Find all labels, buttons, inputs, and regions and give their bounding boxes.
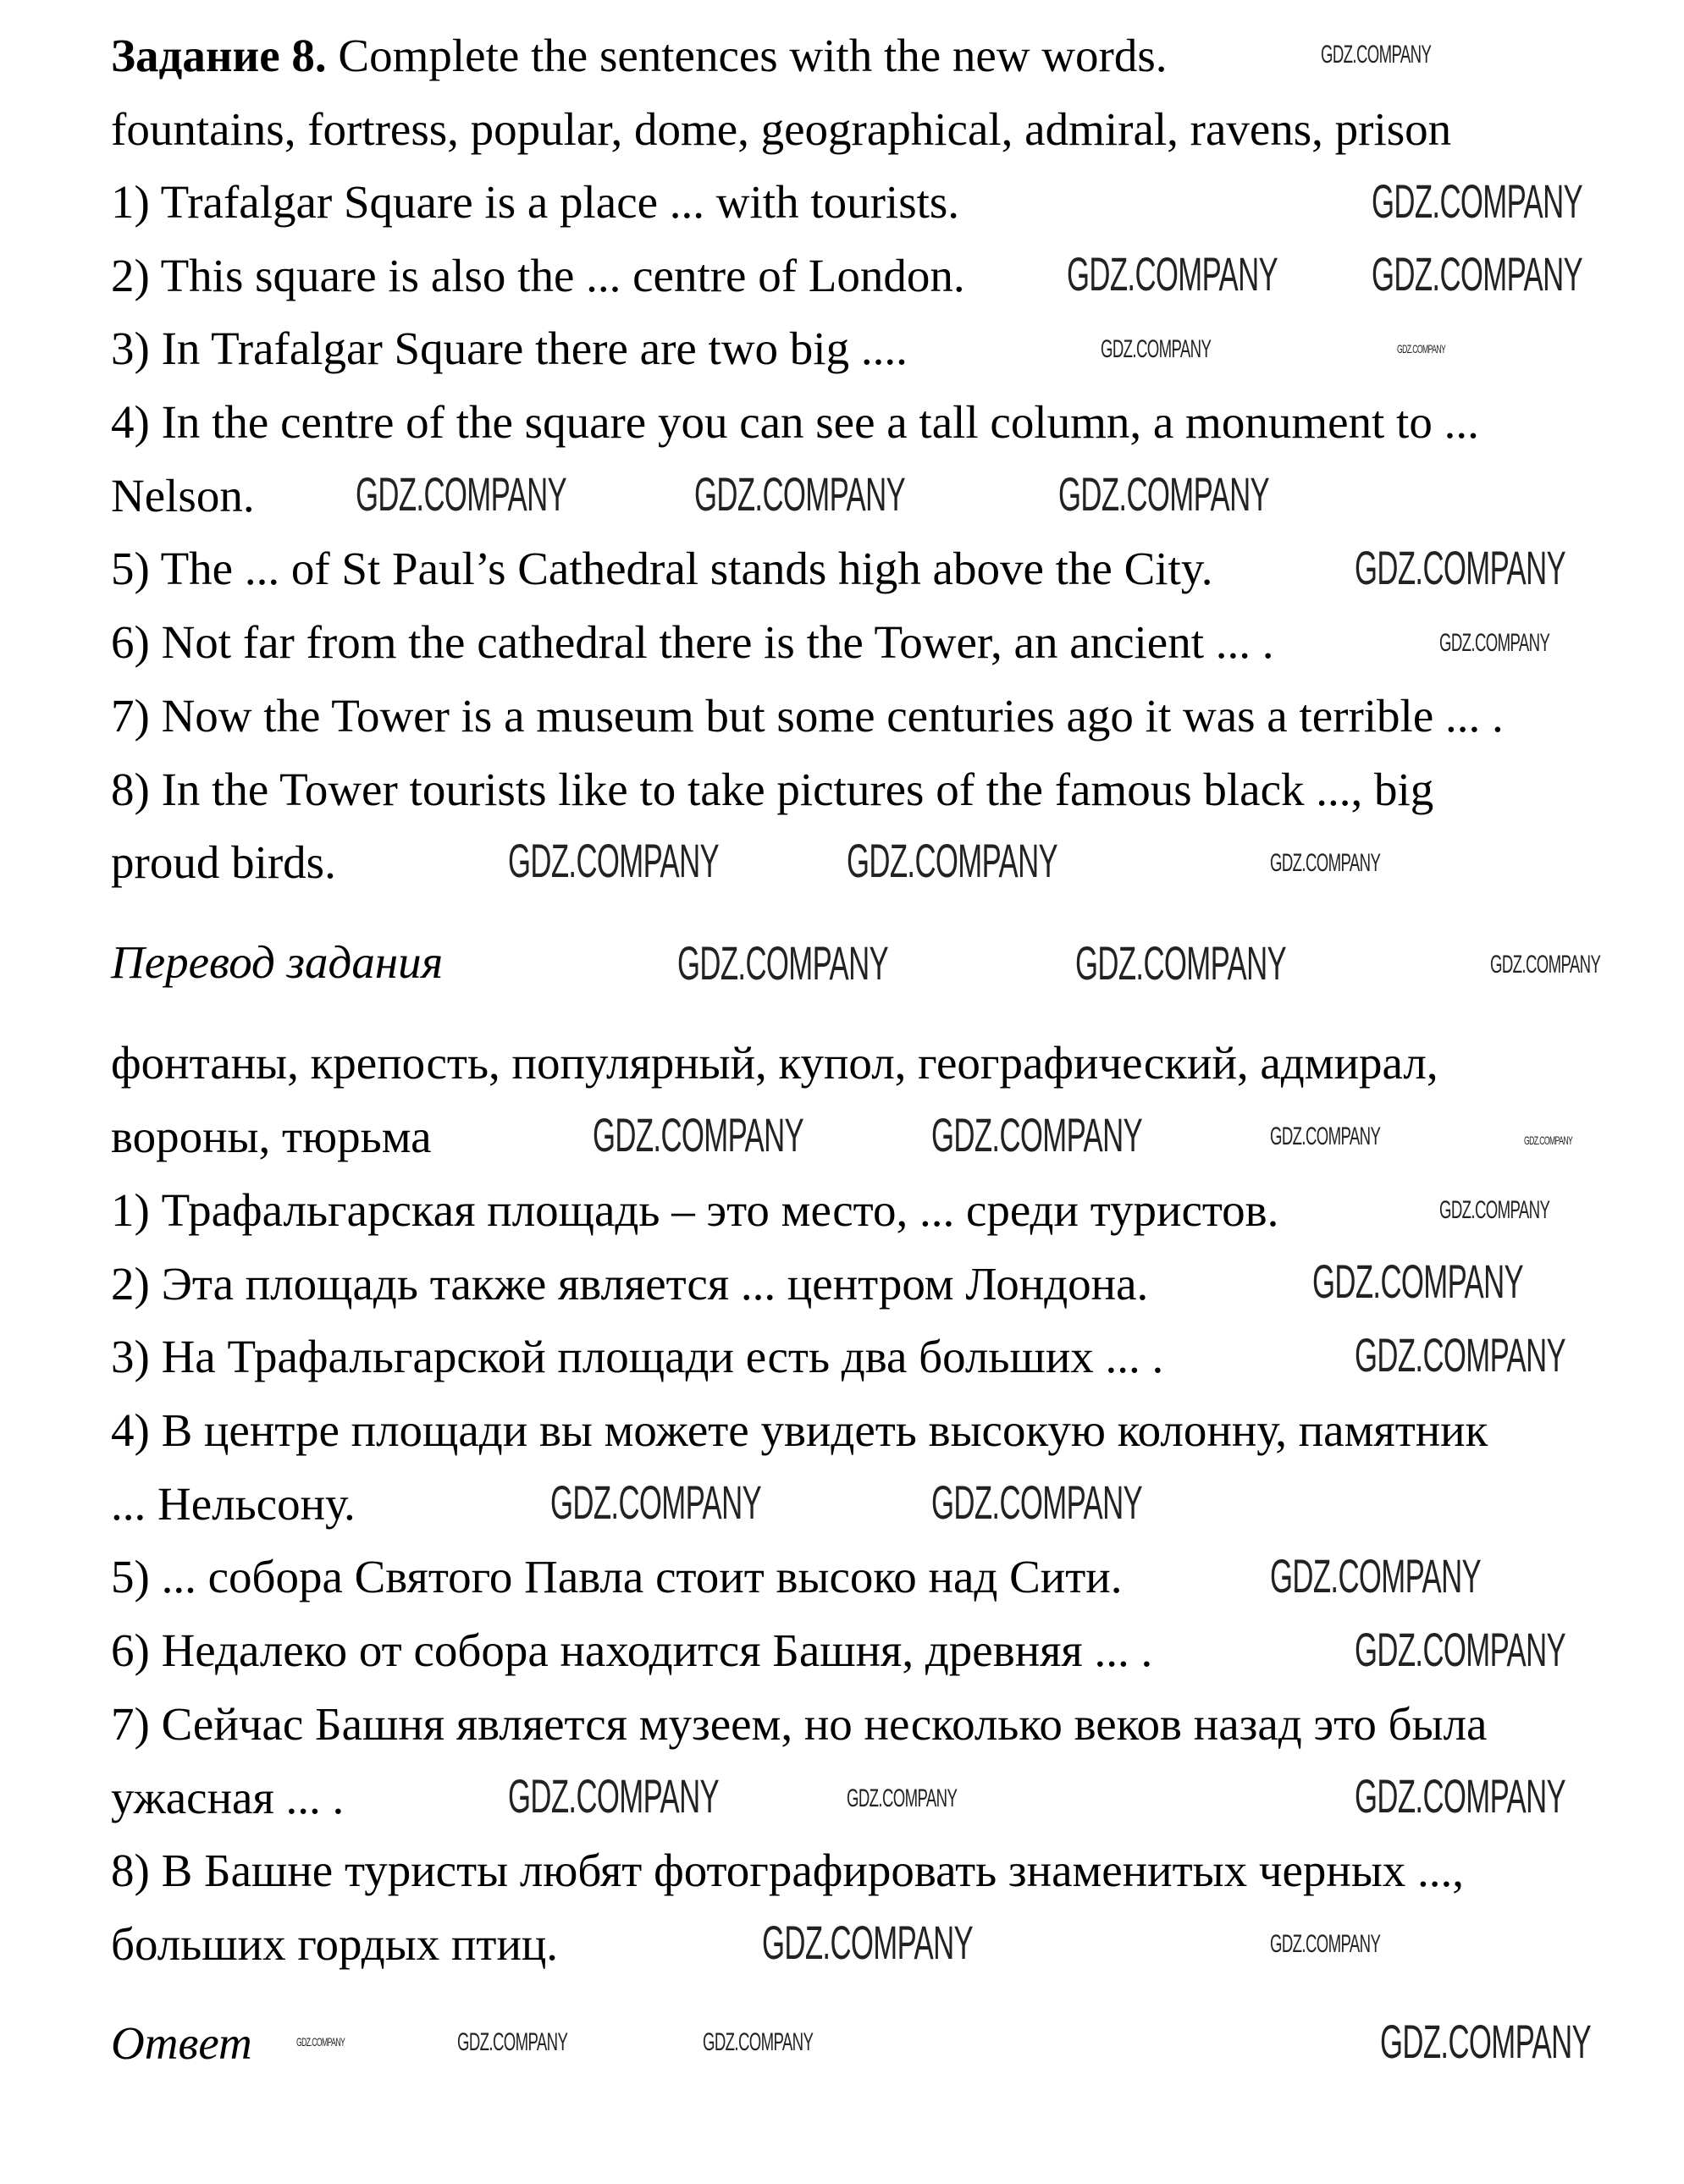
watermark: GDZ.COMPANY <box>703 2028 814 2056</box>
sentence-line: proud birds. <box>111 836 336 888</box>
watermark: GDZ.COMPANY <box>1058 467 1270 521</box>
watermark: GDZ.COMPANY <box>847 1784 958 1812</box>
watermark: GDZ.COMPANY <box>931 1108 1143 1161</box>
watermark: GDZ.COMPANY <box>677 936 889 990</box>
sentence-line: 4) In the centre of the square you can see a tall column, a monument to ... <box>111 396 1479 448</box>
task-header <box>111 29 1167 83</box>
watermark: GDZ.COMPANY <box>356 467 567 521</box>
sentence-line: 3) In Trafalgar Square there are two big .... <box>111 323 908 374</box>
word-list: fountains, fortress, popular, dome, geographical, admiral, ravens, prison <box>111 103 1452 155</box>
watermark: GDZ.COMPANY <box>1490 951 1601 979</box>
watermark: GDZ.COMPANY <box>457 2028 568 2056</box>
watermark: GDZ.COMPANY <box>1355 541 1566 594</box>
watermark: GDZ.COMPANY <box>508 1769 720 1823</box>
sentence-line: 6) Not far from the cathedral there is the Tower, an ancient ... . <box>111 616 1274 668</box>
watermark: GDZ.COMPANY <box>1312 1255 1524 1308</box>
watermark: GDZ.COMPANY <box>762 1916 974 1969</box>
watermark: GDZ.COMPANY <box>508 834 720 887</box>
watermark: GDZ.COMPANY <box>1270 1549 1482 1602</box>
watermark: GDZ.COMPANY <box>931 1475 1143 1529</box>
watermark: GDZ.COMPANY <box>1355 1769 1566 1823</box>
translation-line: 3) На Трафальгарской площади есть два больших ... . <box>111 1331 1164 1382</box>
watermark: GDZ.COMPANY <box>694 467 906 521</box>
watermark: GDZ.COMPANY <box>550 1475 762 1529</box>
answer-heading: Ответ <box>111 2017 252 2069</box>
sentence-line: 1) Trafalgar Square is a place ... with tourists. <box>111 176 960 228</box>
watermark: GDZ.COMPANY <box>1270 1122 1381 1150</box>
translation-heading: Перевод задания <box>111 936 444 988</box>
translation-line: 7) Сейчас Башня является музеем, но несколько веков назад это была <box>111 1698 1488 1750</box>
translation-line: ... Нельсону. <box>111 1478 356 1530</box>
sentence-line: 2) This square is also the ... centre of London. <box>111 250 965 301</box>
watermark: GDZ.COMPANY <box>296 2035 345 2049</box>
watermark: GDZ.COMPANY <box>1439 629 1550 657</box>
translation-line: фонтаны, крепость, популярный, купол, географический, адмирал, <box>111 1037 1438 1089</box>
translation-line: 2) Эта площадь также является ... центром Лондона. <box>111 1258 1149 1310</box>
translation-line: ужасная ... . <box>111 1772 345 1823</box>
watermark: GDZ.COMPANY <box>1372 247 1583 301</box>
watermark: GDZ.COMPANY <box>1270 849 1381 877</box>
watermark: GDZ.COMPANY <box>593 1108 804 1161</box>
sentence-line: 8) In the Tower tourists like to take pictures of the famous black ..., big <box>111 764 1434 815</box>
watermark: GDZ.COMPANY <box>1075 936 1287 990</box>
translation-line: вороны, тюрьма <box>111 1111 432 1162</box>
task-number: Задание 8. <box>111 30 327 81</box>
translation-line: 6) Недалеко от собора находится Башня, древняя ... . <box>111 1624 1153 1676</box>
watermark: GDZ.COMPANY <box>1355 1328 1566 1382</box>
watermark: GDZ.COMPANY <box>1321 41 1432 69</box>
watermark: GDZ.COMPANY <box>1270 1930 1381 1958</box>
translation-line: больших гордых птиц. <box>111 1918 559 1970</box>
watermark: GDZ.COMPANY <box>1101 335 1212 363</box>
sentence-line: Nelson. <box>111 470 255 521</box>
translation-line: 5) ... собора Святого Павла стоит высоко над Сити. <box>111 1551 1123 1602</box>
sentence-line: 5) The ... of St Paul’s Cathedral stands high above the City. <box>111 543 1213 594</box>
watermark: GDZ.COMPANY <box>847 834 1058 887</box>
translation-line: 8) В Башне туристы любят фотографировать знаменитых черных ..., <box>111 1845 1465 1896</box>
watermark: GDZ.COMPANY <box>1524 1133 1573 1147</box>
sentence-line: 7) Now the Tower is a museum but some centuries ago it was a terrible ... . <box>111 690 1504 742</box>
task-instruction: Complete the sentences with the new words. <box>326 30 1168 81</box>
translation-line: 1) Трафальгарская площадь – это место, ... среди туристов. <box>111 1184 1279 1236</box>
watermark: GDZ.COMPANY <box>1355 1623 1566 1676</box>
watermark: GDZ.COMPANY <box>1397 342 1446 356</box>
watermark: GDZ.COMPANY <box>1380 2015 1592 2068</box>
watermark: GDZ.COMPANY <box>1439 1196 1550 1224</box>
translation-line: 4) В центре площади вы можете увидеть высокую колонну, памятник <box>111 1404 1488 1456</box>
watermark: GDZ.COMPANY <box>1372 174 1583 228</box>
watermark: GDZ.COMPANY <box>1067 247 1278 301</box>
